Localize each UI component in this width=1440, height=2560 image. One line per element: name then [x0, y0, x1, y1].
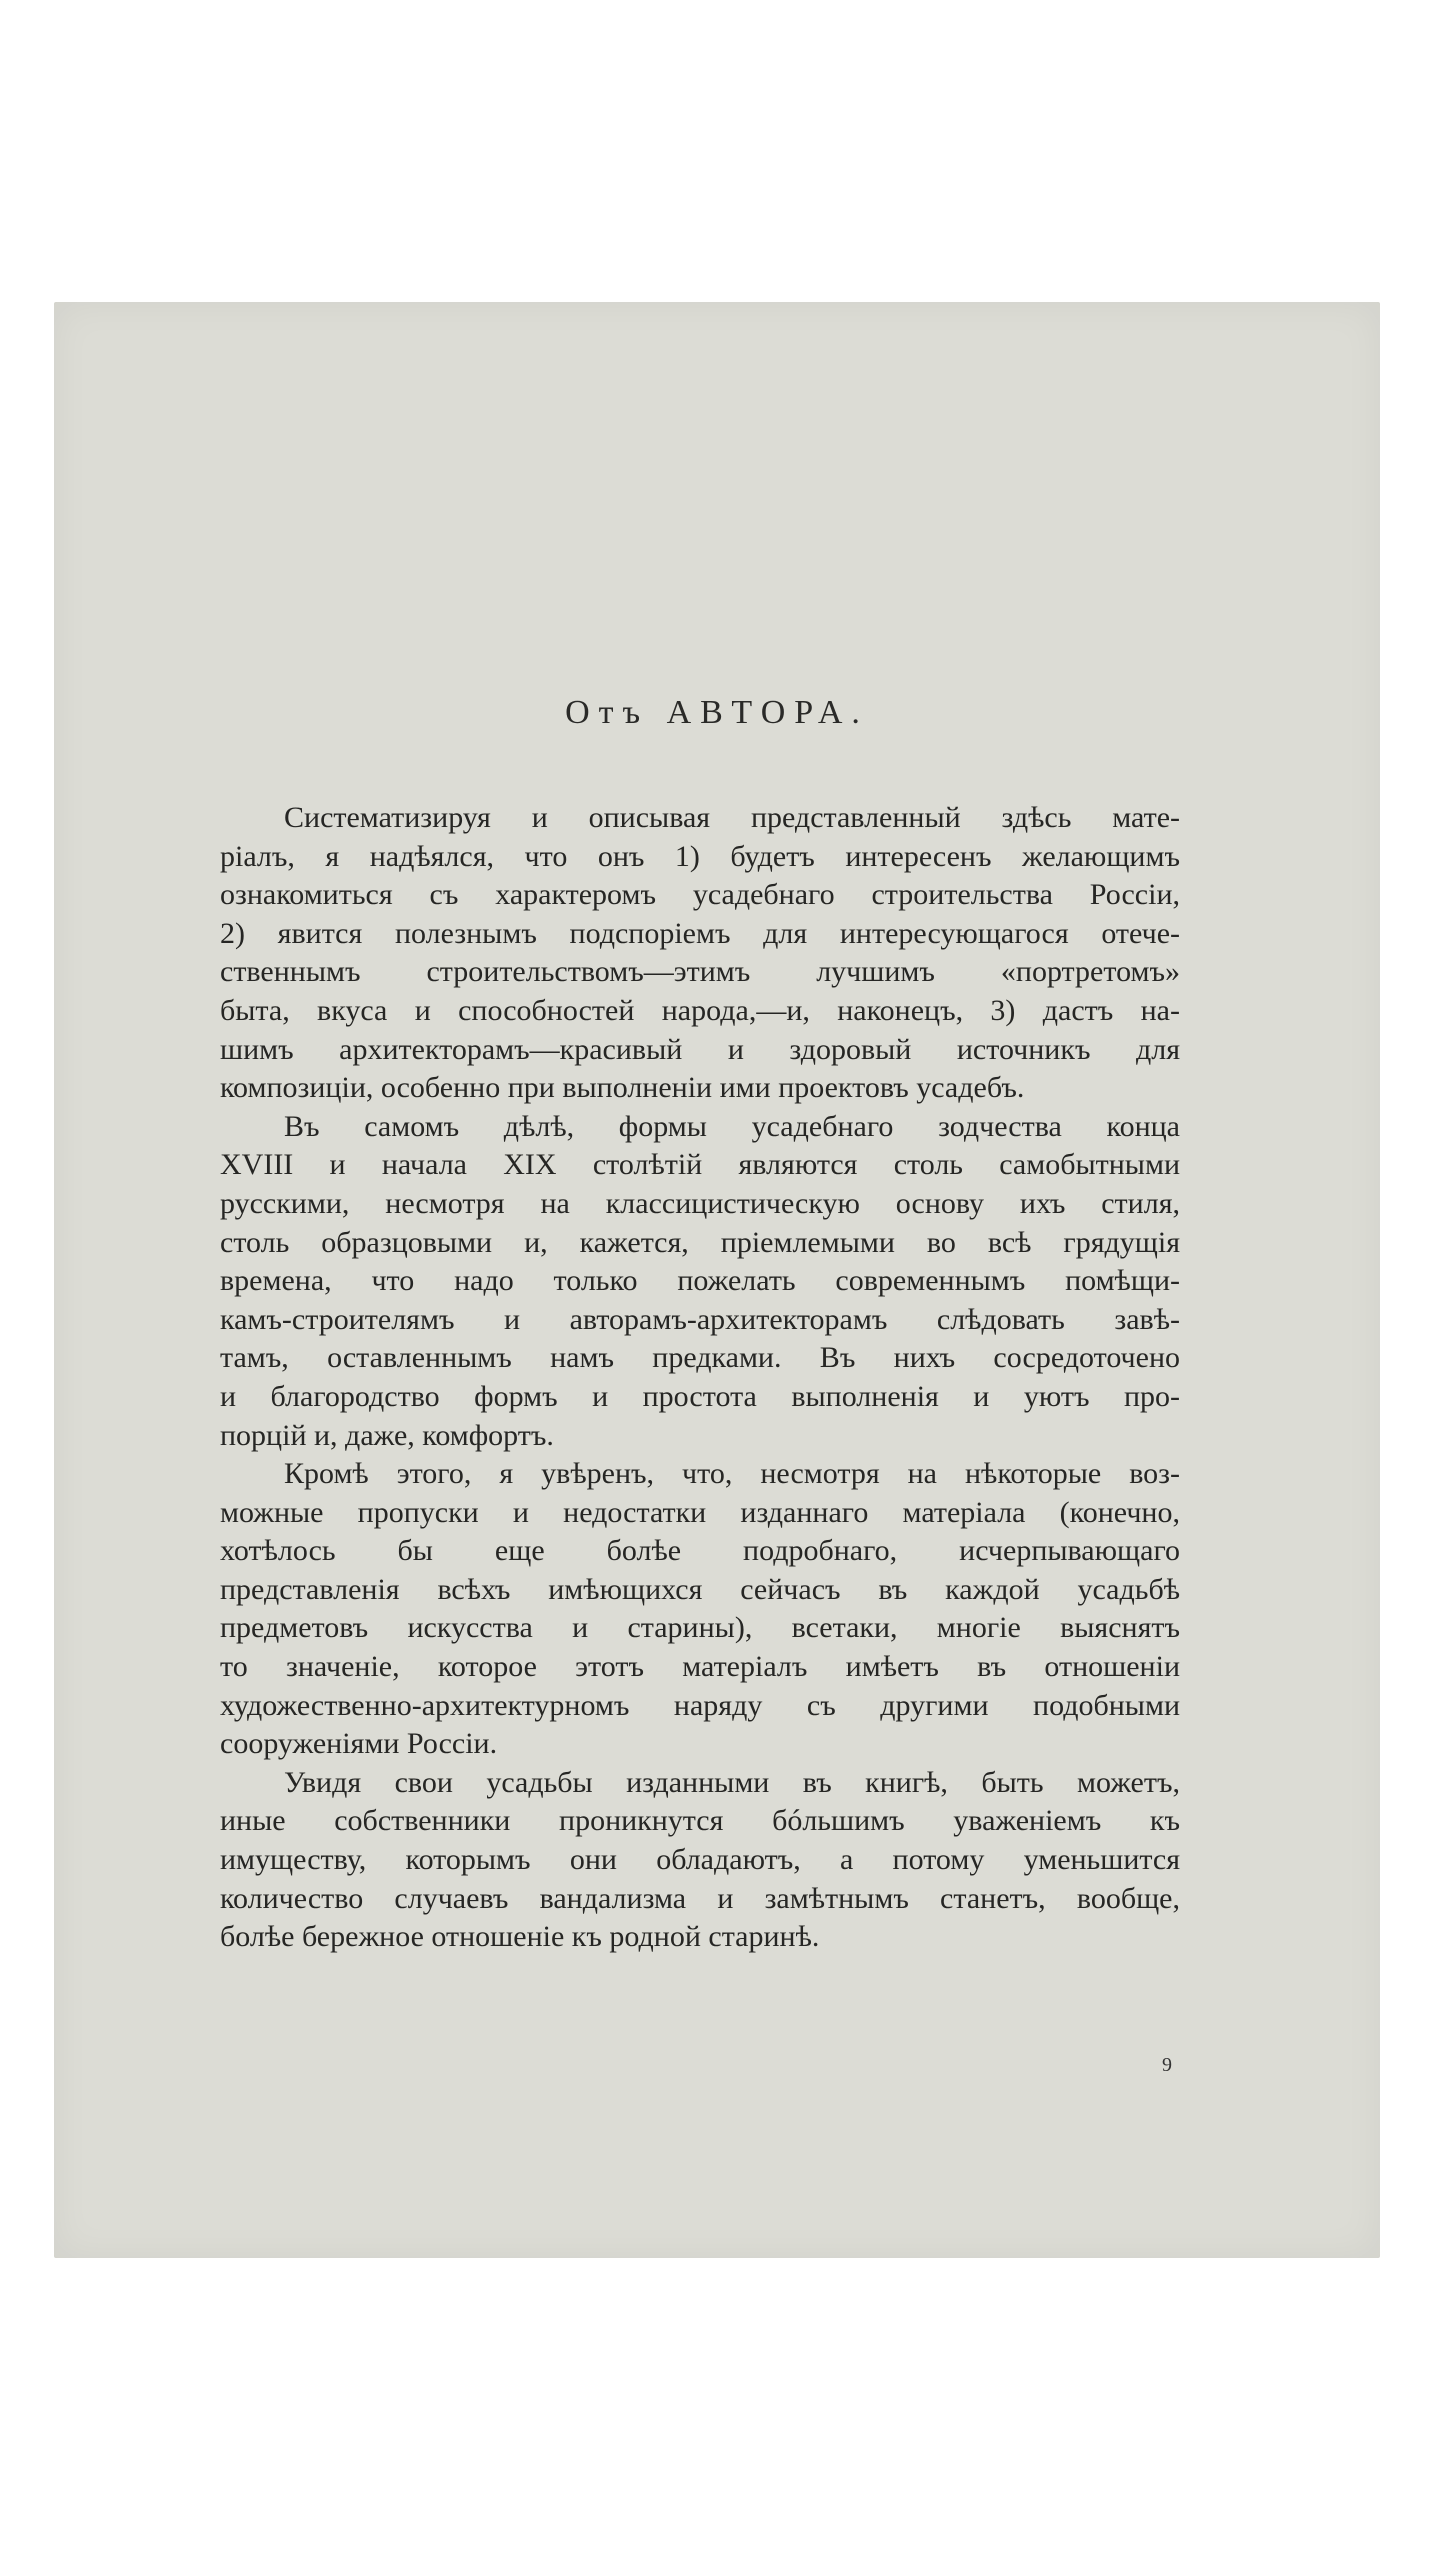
- paragraph-4-line: имуществу, которымъ они обладаютъ, а потому уменьшится: [220, 1843, 1180, 1877]
- paragraph-3-line: можные пропуски и недостатки изданнаго матеріала (конечно,: [220, 1495, 1180, 1529]
- paragraph-3-line: представленія всѣхъ имѣющихся сейчасъ въ каждой усадьбѣ: [220, 1572, 1180, 1606]
- paragraph-4-line: количество случаевъ вандализма и замѣтнымъ станетъ, вообще,: [220, 1881, 1180, 1915]
- paragraph-1-line: композиціи, особенно при выполненіи ими проектовъ усадебъ.: [220, 1071, 1025, 1105]
- body-text: [220, 799, 1180, 1957]
- paragraph-4-line: Увидя свои усадьбы изданными въ книгѣ, быть можетъ,: [284, 1765, 1180, 1799]
- paragraph-1-line: шимъ архитекторамъ—красивый и здоровый источникъ для: [220, 1032, 1180, 1066]
- paragraph-3-line: то значеніе, которое этотъ матеріалъ имѣетъ въ отношеніи: [220, 1650, 1180, 1684]
- paragraph-2-line: времена, что надо только пожелать современнымъ помѣщи-: [220, 1264, 1180, 1298]
- page-number: 9: [1162, 2054, 1172, 2076]
- paragraph-3-line: сооруженіями Россіи.: [220, 1727, 498, 1761]
- paragraph-2-line: камъ-строителямъ и авторамъ-архитекторамъ слѣдовать завѣ-: [220, 1302, 1180, 1336]
- paragraph-3-line: предметовъ искусства и старины), всетаки, многіе выяснятъ: [220, 1611, 1180, 1645]
- paragraph-1-line: ріалъ, я надѣялся, что онъ 1) будетъ интересенъ желающимъ: [220, 839, 1180, 873]
- paragraph-1-line: ознакомиться съ характеромъ усадебнаго строительства Россіи,: [220, 878, 1180, 912]
- paragraph-1-line: 2) явится полезнымъ подспоріемъ для интересующагося отече-: [220, 916, 1180, 950]
- page-title: Отъ АВТОРА.: [565, 694, 869, 731]
- paragraph-3-line: художественно-архитектурномъ наряду съ другими подобными: [220, 1688, 1180, 1722]
- paragraph-2-line: русскими, несмотря на классицистическую основу ихъ стиля,: [220, 1186, 1180, 1220]
- paragraph-3-line: Кромѣ этого, я увѣренъ, что, несмотря на нѣкоторые воз-: [284, 1457, 1180, 1491]
- paragraph-1-line: быта, вкуса и способностей народа,—и, наконецъ, 3) дастъ на-: [220, 993, 1180, 1027]
- paragraph-2-line: XVIII и начала XIX столѣтій являются столь самобытными: [220, 1148, 1180, 1182]
- paragraph-1-line: ственнымъ строительствомъ—этимъ лучшимъ «портретомъ»: [220, 955, 1180, 989]
- paragraph-2-line: порцій и, даже, комфортъ.: [220, 1418, 554, 1452]
- paragraph-1-line: Систематизируя и описывая представленный здѣсь мате-: [284, 801, 1180, 834]
- book-page: [54, 302, 1380, 2258]
- paragraph-4-line: иные собственники проникнутся бóльшимъ уваженіемъ къ: [220, 1804, 1180, 1838]
- paragraph-4-line: болѣе бережное отношеніе къ родной старинѣ.: [220, 1920, 820, 1954]
- paragraph-2-line: и благородство формъ и простота выполненія и уютъ про-: [220, 1379, 1180, 1413]
- paragraph-2-line: Въ самомъ дѣлѣ, формы усадебнаго зодчества конца: [284, 1109, 1180, 1143]
- paragraph-3-line: хотѣлось бы еще болѣе подробнаго, исчерпывающаго: [220, 1534, 1180, 1568]
- paragraph-2-line: тамъ, оставленнымъ намъ предками. Въ нихъ сосредоточено: [220, 1341, 1180, 1375]
- paragraph-2-line: столь образцовыми и, кажется, пріемлемыми во всѣ грядущія: [220, 1225, 1180, 1259]
